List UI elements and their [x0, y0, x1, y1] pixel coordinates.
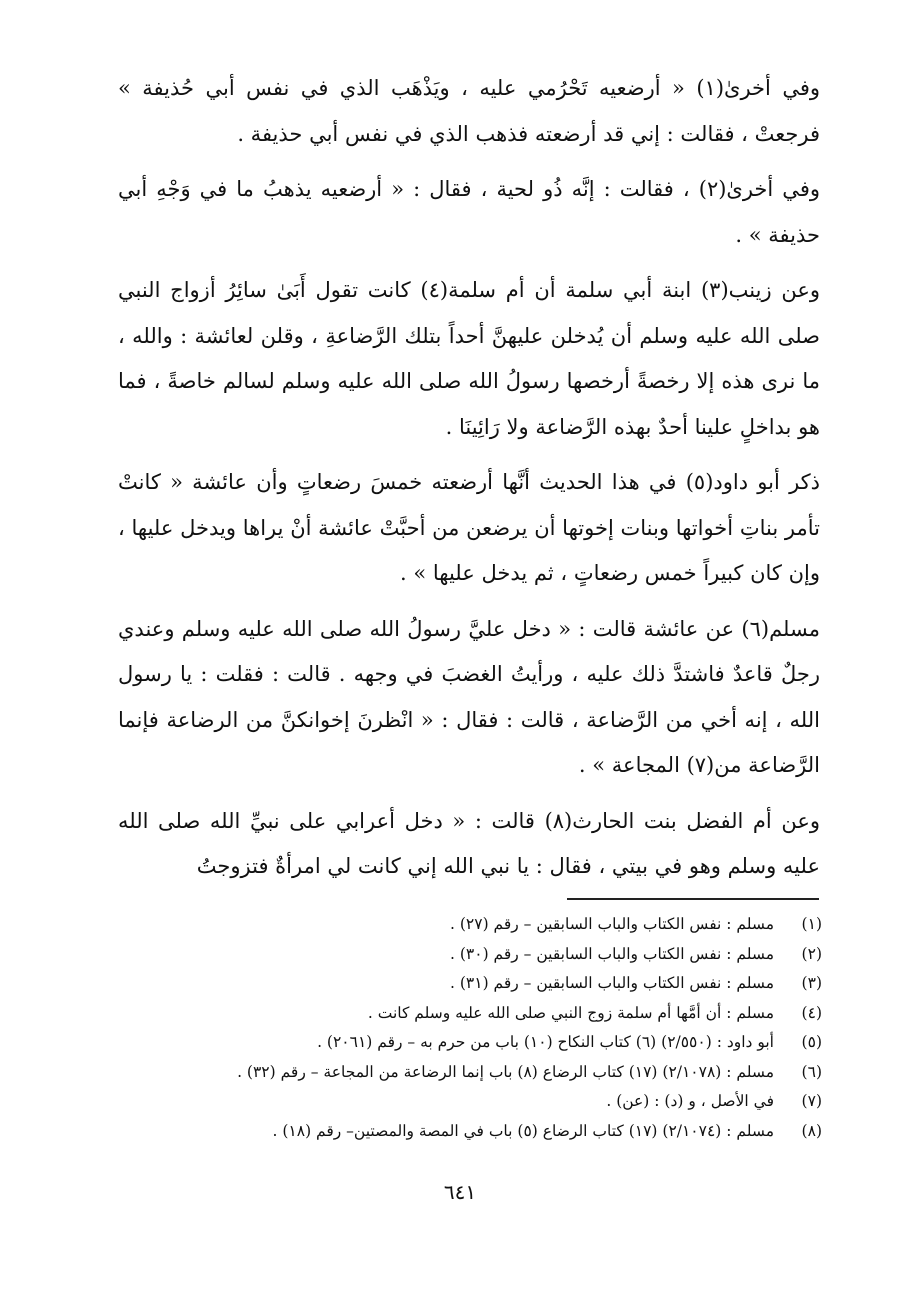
footnote-number: (٨): [801, 1121, 822, 1140]
footnote: [150, 1117, 822, 1147]
footnote-number: (٣): [801, 974, 822, 992]
footnote: [150, 1028, 822, 1058]
footnote-text: أبو داود : (٢/٥٥٠) (٦) كتاب النكاح (١٠) باب من حرم به – رقم (٢٠٦١) .: [317, 1033, 774, 1051]
page-number: ٦٤١: [443, 1180, 477, 1204]
footnote-text: في الأصل ، و (د) : (عن) .: [606, 1092, 774, 1110]
paragraph-5: مسلم(٦) عن عائشة قالت : « دخل عليَّ رسولُ الله صلى الله عليه وسلم وعندي رجلٌ قاعدٌ فاشتدَّ ذلك عليه ، ورأيتُ الغضبَ في وجهه . قالت : فقلت : يا رسول الله ، إنه أخي من الرَّضاعة ، قالت : فقال : « انْظرنَ إخوانكنَّ من الرضاعة فإنما الرَّضاعة من(٧) المجاعة » .: [118, 616, 820, 777]
footnote-number: (١): [801, 915, 822, 933]
footnotes: [150, 910, 822, 1146]
paragraph-6: وعن أم الفضل بنت الحارث(٨) قالت : « دخل أعرابي على نبيِّ الله صلى الله عليه وسلم وهو في بيتي ، فقال : يا نبي الله إني كانت لي امرأةٌ فتزوجتُ: [118, 808, 820, 878]
footnote-text: مسلم : نفس الكتاب والباب السابقين – رقم (٣١) .: [450, 974, 774, 992]
footnote-text: مسلم : (٢/١٠٧٤) (١٧) كتاب الرضاع (٥) باب في المصة والمصتين– رقم (١٨) .: [272, 1121, 774, 1140]
footnote-text: مسلم : نفس الكتاب والباب السابقين – رقم (٢٧) .: [450, 915, 774, 933]
footnote: [150, 940, 822, 970]
footnote-number: (٦): [801, 1062, 822, 1081]
paragraph-2: وفي أخرىٰ(٢) ، فقالت : إنَّه ذُو لحية ، فقال : « أرضعيه يذهبُ ما في وَجْهِ أبي حذيفة » .: [118, 177, 820, 247]
paragraph-4: ذكر أبو داود(٥) في هذا الحديث أنَّها أرضعته خمسَ رضعاتٍ وأن عائشة « كانتْ تأمر بناتِ أخواتها وبنات إخوتها أن يرضعن من أحبَّتْ عائشة أنْ يراها ويدخل عليها ، وإن كان كبيراً خمس رضعاتٍ ، ثم يدخل عليها » .: [118, 470, 821, 585]
footnote-text: مسلم : نفس الكتاب والباب السابقين – رقم (٣٠) .: [450, 944, 774, 963]
footnote-text: مسلم : أن أمَّها أم سلمة زوج النبي صلى الله عليه وسلم كانت .: [367, 1003, 774, 1022]
footnote: [150, 1058, 822, 1088]
footnote: [150, 999, 822, 1029]
footnote: [150, 910, 822, 940]
footnote: [150, 969, 822, 999]
paragraph-3: وعن زينب(٣) ابنة أبي سلمة أن أم سلمة(٤) كانت تقول أَبَىٰ سائِرُ أزواج النبي صلى الله عليه وسلم أن يُدخلن عليهنَّ أحداً بتلك الرَّضاعةِ ، وقلن لعائشة : والله ، ما نرى هذه إلا رخصةً أرخصها رسولُ الله صلى الله عليه وسلم لسالم خاصةً ، فما هو بداخلٍ علينا أحدٌ بهذه الرَّضاعة ولا رَائِينَا .: [118, 278, 820, 439]
footnote: [150, 1087, 822, 1117]
footnote-separator: [567, 898, 819, 900]
paragraph-1: وفي أخرىٰ(١) « أرضعيه تَحْرُمي عليه ، ويَذْهَب الذي في نفس أبي حُذيفة » فرجعتْ ، فقالت : إني قد أرضعته فذهب الذي في نفس أبي حذيفة .: [118, 76, 820, 146]
footnote-number: (٥): [801, 1033, 822, 1051]
main-text: [118, 66, 820, 900]
footnote-number: (٧): [801, 1092, 822, 1110]
footnote-number: (٢): [801, 944, 822, 963]
footnote-text: مسلم : (٢/١٠٧٨) (١٧) كتاب الرضاع (٨) باب إنما الرضاعة من المجاعة – رقم (٣٢) .: [237, 1062, 774, 1081]
footnote-number: (٤): [801, 1003, 822, 1022]
